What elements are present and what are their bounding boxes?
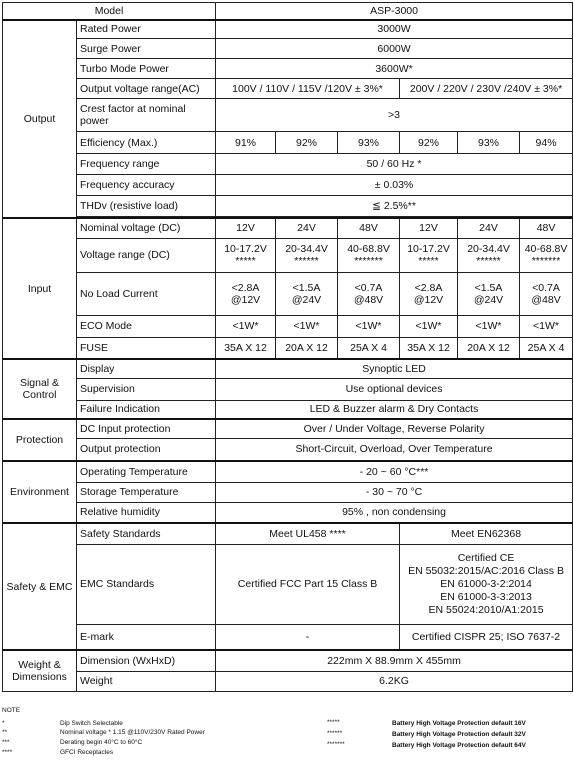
weight-value: 6.2KG bbox=[216, 671, 573, 691]
fuse-label: FUSE bbox=[77, 337, 216, 359]
safety-standards-high: Meet EN62368 bbox=[400, 523, 573, 544]
eco-mode-value: <1W* bbox=[458, 315, 520, 337]
emc-line: EN 55024:2010/A1:2015 bbox=[428, 603, 544, 616]
dc-input-protection-value: Over / Under Voltage, Reverse Polarity bbox=[216, 419, 573, 438]
frequency-range-label: Frequency range bbox=[77, 154, 216, 175]
output-voltage-high: 200V / 220V / 230V /240V ± 3%* bbox=[400, 79, 573, 99]
voltage-range-value: 20-34.4V bbox=[285, 243, 328, 255]
efficiency-value: 93% bbox=[338, 132, 400, 154]
no-load-current-row bbox=[3, 272, 573, 315]
voltage-range-label: Voltage range (DC) bbox=[77, 238, 216, 272]
supervision-value: Use optional devices bbox=[216, 378, 573, 400]
thdv-label: THDv (resistive load) bbox=[77, 196, 216, 217]
voltage-range-value: 10-17.2V bbox=[224, 243, 267, 255]
operating-temp-row bbox=[3, 461, 573, 482]
no-load-current-at: @24V bbox=[291, 293, 322, 306]
voltage-range-mark: ****** bbox=[294, 255, 319, 267]
no-load-current-label: No Load Current bbox=[77, 272, 216, 315]
eco-mode-value: <1W* bbox=[520, 315, 573, 337]
emark-row bbox=[3, 624, 573, 650]
fuse-value: 20A X 12 bbox=[458, 337, 520, 359]
supervision-label: Supervision bbox=[77, 378, 216, 400]
thdv-value: ≦ 2.5%** bbox=[216, 196, 573, 217]
emc-standards-label: EMC Standards bbox=[77, 544, 216, 624]
note-text: Battery High Voltage Protection default 16V bbox=[392, 720, 526, 727]
voltage-range-row bbox=[3, 238, 573, 272]
note-mark: ****** bbox=[327, 730, 343, 737]
operating-temp-label: Operating Temperature bbox=[77, 461, 216, 482]
crest-factor-value: >3 bbox=[216, 99, 573, 132]
rated-power-label: Rated Power bbox=[77, 20, 216, 39]
emc-standards-high bbox=[400, 544, 573, 624]
note-mark: **** bbox=[2, 749, 13, 756]
emark-low: - bbox=[216, 624, 400, 650]
no-load-current-cell bbox=[276, 272, 338, 315]
nominal-voltage-value: 48V bbox=[338, 218, 400, 238]
efficiency-value: 92% bbox=[276, 132, 338, 154]
no-load-current-at: @24V bbox=[473, 293, 504, 306]
display-row bbox=[3, 359, 573, 378]
frequency-accuracy-row bbox=[3, 175, 573, 196]
turbo-power-row bbox=[3, 59, 573, 79]
thdv-row bbox=[3, 196, 573, 217]
frequency-range-value: 50 / 60 Hz * bbox=[216, 154, 573, 175]
fuse-value: 20A X 12 bbox=[276, 337, 338, 359]
no-load-current-value: <0.7A bbox=[354, 281, 383, 294]
storage-temp-row bbox=[3, 482, 573, 502]
output-protection-row bbox=[3, 438, 573, 461]
output-protection-value: Short-Circuit, Overload, Over Temperature bbox=[216, 438, 573, 461]
voltage-range-mark: ******* bbox=[531, 255, 561, 267]
note-mark: * bbox=[2, 720, 5, 727]
voltage-range-value: 40-68.8V bbox=[347, 243, 390, 255]
no-load-current-at: @48V bbox=[531, 293, 561, 306]
no-load-current-cell bbox=[520, 272, 573, 315]
emark-label: E-mark bbox=[77, 624, 216, 650]
note-text: GFCI Receptacles bbox=[60, 749, 114, 756]
model-label: Model bbox=[3, 3, 216, 20]
frequency-range-row bbox=[3, 154, 573, 175]
nominal-voltage-row bbox=[3, 218, 573, 238]
no-load-current-cell bbox=[458, 272, 520, 315]
note-text: Nominal voltage * 1.15 @110V/230V Rated Power bbox=[60, 729, 205, 736]
no-load-current-at: @12V bbox=[230, 293, 261, 306]
rated-power-row bbox=[3, 20, 573, 39]
emc-standards-low: Certified FCC Part 15 Class B bbox=[216, 544, 400, 624]
voltage-range-mark: ***** bbox=[235, 255, 256, 267]
emc-line: Certified CE bbox=[457, 551, 515, 564]
voltage-range-cell bbox=[276, 238, 338, 272]
eco-mode-value: <1W* bbox=[338, 315, 400, 337]
frequency-accuracy-value: ± 0.03% bbox=[216, 175, 573, 196]
nominal-voltage-label: Nominal voltage (DC) bbox=[77, 218, 216, 238]
humidity-label: Relative humidity bbox=[77, 502, 216, 523]
fuse-value: 35A X 12 bbox=[216, 337, 276, 359]
humidity-value: 95% , non condensing bbox=[216, 502, 573, 523]
emc-line: EN 61000-3-3:2013 bbox=[440, 590, 532, 603]
voltage-range-mark: ****** bbox=[476, 255, 501, 267]
no-load-current-cell bbox=[216, 272, 276, 315]
failure-label: Failure Indication bbox=[77, 400, 216, 419]
protection-category: Protection bbox=[3, 419, 77, 461]
voltage-range-value: 40-68.8V bbox=[524, 243, 568, 255]
voltage-range-value: 20-34.4V bbox=[467, 243, 510, 255]
storage-temp-value: - 30 ~ 70 °C bbox=[216, 482, 573, 502]
surge-power-row bbox=[3, 39, 573, 59]
no-load-current-value: <1.5A bbox=[292, 281, 321, 294]
emc-line: EN 55032:2015/AC:2016 Class B bbox=[408, 564, 564, 577]
efficiency-value: 93% bbox=[458, 132, 520, 154]
dimension-value: 222mm X 88.9mm X 455mm bbox=[216, 650, 573, 671]
surge-power-value: 6000W bbox=[216, 39, 573, 59]
voltage-range-cell bbox=[520, 238, 573, 272]
crest-factor-row bbox=[3, 99, 573, 132]
efficiency-label: Efficiency (Max.) bbox=[77, 132, 216, 154]
display-value: Synoptic LED bbox=[216, 359, 573, 378]
rated-power-value: 3000W bbox=[216, 20, 573, 39]
no-load-current-value: <2.8A bbox=[414, 281, 443, 294]
safety-standards-label: Safety Standards bbox=[77, 523, 216, 544]
voltage-range-value: 10-17.2V bbox=[407, 243, 450, 255]
output-voltage-label: Output voltage range(AC) bbox=[77, 79, 216, 99]
voltage-range-cell bbox=[458, 238, 520, 272]
frequency-accuracy-label: Frequency accuracy bbox=[77, 175, 216, 196]
operating-temp-value: - 20 ~ 60 °C*** bbox=[216, 461, 573, 482]
supervision-row bbox=[3, 378, 573, 400]
efficiency-value: 94% bbox=[520, 132, 573, 154]
nominal-voltage-value: 12V bbox=[400, 218, 458, 238]
weight-dims-category: Weight & Dimensions bbox=[3, 650, 77, 691]
no-load-current-at: @12V bbox=[413, 293, 444, 306]
dc-input-protection-label: DC Input protection bbox=[77, 419, 216, 438]
nominal-voltage-value: 48V bbox=[520, 218, 573, 238]
note-mark: ** bbox=[2, 729, 8, 736]
efficiency-row bbox=[3, 132, 573, 154]
voltage-range-mark: ******* bbox=[354, 255, 383, 267]
eco-mode-value: <1W* bbox=[276, 315, 338, 337]
note-mark: ***** bbox=[327, 719, 340, 726]
note-text: Derating begin 40°C to 60°C bbox=[60, 739, 143, 746]
note-mark: *** bbox=[2, 739, 10, 746]
safety-standards-low: Meet UL458 **** bbox=[216, 523, 400, 544]
voltage-range-cell bbox=[338, 238, 400, 272]
display-label: Display bbox=[77, 359, 216, 378]
turbo-power-label: Turbo Mode Power bbox=[77, 59, 216, 79]
dimension-row bbox=[3, 650, 573, 671]
eco-mode-row bbox=[3, 315, 573, 337]
voltage-range-mark: ***** bbox=[418, 255, 439, 267]
notes-title: NOTE bbox=[2, 707, 21, 714]
eco-mode-value: <1W* bbox=[216, 315, 276, 337]
fuse-value: 35A X 12 bbox=[400, 337, 458, 359]
eco-mode-value: <1W* bbox=[400, 315, 458, 337]
no-load-current-at: @48V bbox=[353, 293, 384, 306]
efficiency-value: 92% bbox=[400, 132, 458, 154]
note-mark: ******* bbox=[327, 741, 345, 748]
fuse-value: 25A X 4 bbox=[520, 337, 573, 359]
no-load-current-value: <1.5A bbox=[474, 281, 503, 294]
emc-line: EN 61000-3-2:2014 bbox=[440, 577, 532, 590]
output-voltage-row bbox=[3, 79, 573, 99]
humidity-row bbox=[3, 502, 573, 523]
storage-temp-label: Storage Temperature bbox=[77, 482, 216, 502]
nominal-voltage-value: 12V bbox=[216, 218, 276, 238]
output-protection-label: Output protection bbox=[77, 438, 216, 461]
no-load-current-value: <0.7A bbox=[532, 281, 560, 294]
input-category: Input bbox=[3, 218, 77, 359]
fuse-row bbox=[3, 337, 573, 359]
weight-label: Weight bbox=[77, 671, 216, 691]
model-row bbox=[3, 3, 573, 20]
dimension-label: Dimension (WxHxD) bbox=[77, 650, 216, 671]
output-voltage-low: 100V / 110V / 115V /120V ± 3%* bbox=[216, 79, 400, 99]
emark-high: Certified CISPR 25; ISO 7637-2 bbox=[400, 624, 573, 650]
no-load-current-cell bbox=[400, 272, 458, 315]
crest-factor-label: Crest factor at nominal power bbox=[77, 99, 216, 132]
fuse-value: 25A X 4 bbox=[338, 337, 400, 359]
model-value: ASP-3000 bbox=[216, 3, 573, 20]
weight-row bbox=[3, 671, 573, 691]
surge-power-label: Surge Power bbox=[77, 39, 216, 59]
note-text: Battery High Voltage Protection default 32V bbox=[392, 731, 526, 738]
environment-category: Environment bbox=[3, 461, 77, 523]
nominal-voltage-value: 24V bbox=[276, 218, 338, 238]
eco-mode-label: ECO Mode bbox=[77, 315, 216, 337]
failure-row bbox=[3, 400, 573, 419]
voltage-range-cell bbox=[400, 238, 458, 272]
no-load-current-value: <2.8A bbox=[231, 281, 260, 294]
signal-category: Signal & Control bbox=[3, 359, 77, 419]
safety-category: Safety & EMC bbox=[3, 523, 77, 650]
failure-value: LED & Buzzer alarm & Dry Contacts bbox=[216, 400, 573, 419]
turbo-power-value: 3600W* bbox=[216, 59, 573, 79]
voltage-range-cell bbox=[216, 238, 276, 272]
emc-standards-row bbox=[3, 544, 573, 624]
note-text: Dip Switch Selectable bbox=[60, 720, 123, 727]
spec-table bbox=[2, 2, 573, 692]
output-category: Output bbox=[3, 20, 77, 219]
no-load-current-cell bbox=[338, 272, 400, 315]
dc-input-protection-row bbox=[3, 419, 573, 438]
safety-standards-row bbox=[3, 523, 573, 544]
nominal-voltage-value: 24V bbox=[458, 218, 520, 238]
efficiency-value: 91% bbox=[216, 132, 276, 154]
note-text: Battery High Voltage Protection default 64V bbox=[392, 742, 526, 749]
